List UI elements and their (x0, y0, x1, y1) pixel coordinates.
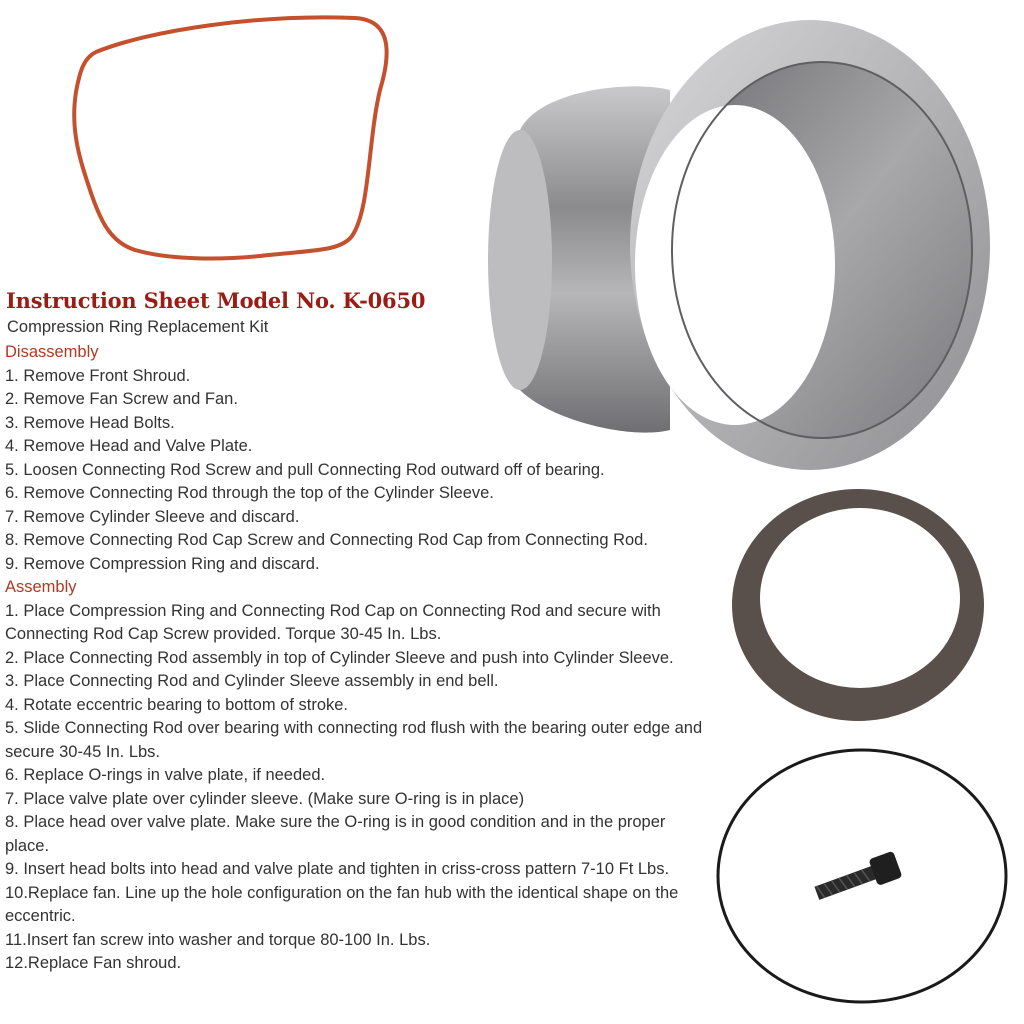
subtitle: Compression Ring Replacement Kit (7, 318, 269, 336)
assembly-step: 12.Replace Fan shroud. (5, 954, 182, 972)
disassembly-step: 7. Remove Cylinder Sleeve and discard. (5, 507, 300, 526)
page-title: Instruction Sheet Model No. K-0650 (6, 288, 426, 313)
assembly-step: 9. Insert head bolts into head and valve plate and tighten in criss-cross pattern 7-10 Ft Lbs. (5, 860, 670, 878)
instruction-steps (5, 341, 725, 976)
assembly-step: 4. Rotate eccentric bearing to bottom of stroke. (5, 695, 349, 714)
assembly-step: 7. Place valve plate over cylinder sleeve. (Make sure O-ring is in place) (5, 789, 525, 808)
disassembly-step: 8. Remove Connecting Rod Cap Screw and Connecting Rod Cap from Connecting Rod. (5, 531, 648, 549)
disassembly-step: 4. Remove Head and Valve Plate. (5, 437, 253, 455)
assembly-step: 11.Insert fan screw into washer and torque 80-100 In. Lbs. (5, 930, 431, 949)
cap-screw-icon (806, 850, 906, 906)
assembly-step: 1. Place Compression Ring and Connecting Rod Cap on Connecting Rod and secure with Connecting Rod Cap Screw provided. Torque 30-45 In. Lbs. (5, 601, 661, 643)
assembly-step: 10.Replace fan. Line up the hole configuration on the fan hub with the identical shape on the eccentric. (5, 883, 679, 925)
disassembly-heading: Disassembly (5, 343, 99, 361)
red-gasket-icon (60, 10, 400, 280)
assembly-step: 8. Place head over valve plate. Make sure the O-ring is in good condition and in the proper place. (5, 813, 666, 855)
disassembly-step: 2. Remove Fan Screw and Fan. (5, 390, 238, 408)
disassembly-step: 6. Remove Connecting Rod through the top of the Cylinder Sleeve. (5, 484, 494, 502)
disassembly-step: 3. Remove Head Bolts. (5, 413, 175, 432)
assembly-step: 6. Replace O-rings in valve plate, if needed. (5, 766, 326, 784)
disassembly-step: 1. Remove Front Shroud. (5, 366, 191, 385)
assembly-step: 3. Place Connecting Rod and Cylinder Sleeve assembly in end bell. (5, 672, 499, 690)
assembly-step: 2. Place Connecting Rod assembly in top of Cylinder Sleeve and push into Cylinder Sleeve. (5, 648, 674, 667)
disassembly-step: 5. Loosen Connecting Rod Screw and pull Connecting Rod outward off of bearing. (5, 460, 605, 479)
assembly-step: 5. Slide Connecting Rod over bearing with connecting rod flush with the bearing outer edge and secure 30-45 In. Lbs. (5, 719, 703, 761)
assembly-heading: Assembly (5, 578, 77, 596)
compression-ring-icon (730, 488, 990, 724)
disassembly-step: 9. Remove Compression Ring and discard. (5, 554, 320, 573)
